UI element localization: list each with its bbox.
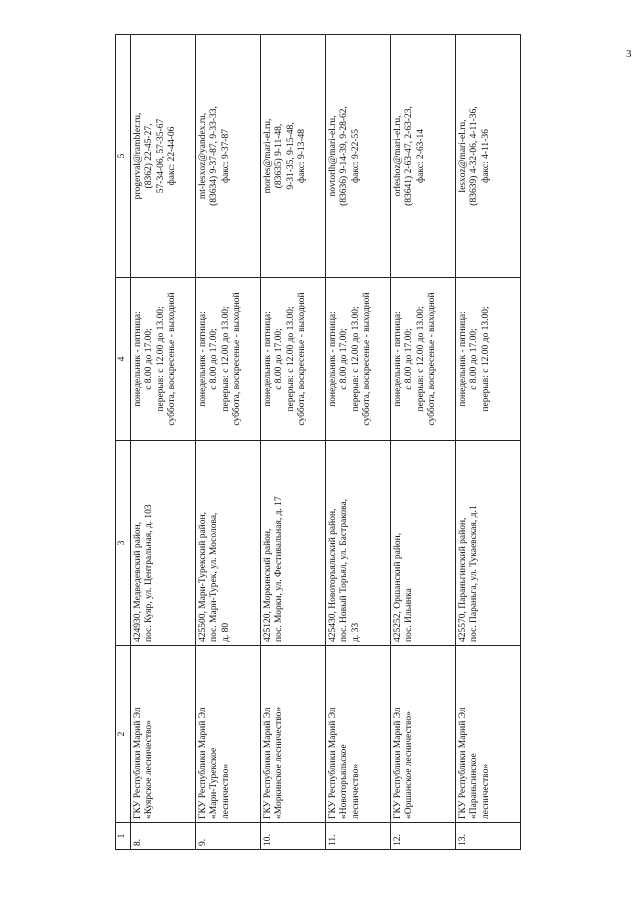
contacts-line: orleshoz@mari-el.ru, — [392, 115, 403, 197]
address-line: пос. Ильинка — [404, 588, 414, 642]
working-hours-line: перерыв: с 12.00 до 13.00; — [155, 306, 166, 412]
table-body — [130, 35, 520, 850]
contacts-line: lesxoz@mari-el.ru, — [457, 119, 468, 193]
contacts-line: факс: 4-11-36 — [480, 129, 491, 183]
organization-name-line: лесничество» — [480, 763, 491, 819]
working-hours-line: суббота, воскресенье - выходной — [297, 292, 307, 426]
organization-name-line: ГКУ Республики Марий Эл — [392, 707, 403, 819]
address-cell — [455, 441, 520, 646]
address-cell — [325, 441, 390, 646]
working-hours-line: с 8.00 до 17.00; — [339, 328, 349, 390]
contacts-cell — [130, 35, 195, 278]
address-cell — [390, 441, 455, 646]
working-hours-line: понедельник - пятница: — [262, 311, 273, 407]
organization-name-line: ГКУ Республики Марий Эл — [197, 707, 208, 819]
working-hours-line: понедельник - пятница: — [327, 311, 338, 407]
address-line: 425500, Мари-Турекский район, — [197, 512, 208, 642]
contacts-cell — [390, 35, 455, 278]
address-cell — [260, 441, 325, 646]
organization-name-line: ГКУ Республики Марий Эл — [262, 707, 273, 819]
contacts-line: mt-lesxoz@yandex.ru, — [197, 112, 208, 200]
working-hours-line: с 8.00 до 17.00; — [144, 328, 154, 390]
row-number-cell: 10. — [260, 823, 325, 850]
address-line: 424930, Медведевский район, — [132, 521, 143, 642]
table-row — [130, 35, 195, 850]
column-header-5: 5 — [116, 35, 131, 278]
contacts-line: morles@mari-el.ru, — [262, 118, 273, 194]
working-hours-cell — [260, 278, 325, 441]
column-header-3: 3 — [116, 441, 131, 646]
working-hours-line: понедельник - пятница: — [392, 311, 403, 407]
contacts-line: факс: 22-44-06 — [167, 126, 177, 186]
organization-name-cell — [130, 646, 195, 823]
contacts-cell — [455, 35, 520, 278]
organization-name-cell — [325, 646, 390, 823]
contacts-line: факс: 2-63-14 — [415, 128, 426, 184]
table-row — [455, 35, 520, 850]
organization-name-line: ГКУ Республики Марий Эл — [457, 707, 468, 819]
contacts-line: (83641) 2-63-47, 2-63-23, — [404, 106, 414, 206]
organization-name-line: лесничество» — [350, 763, 361, 819]
column-header-4: 4 — [116, 278, 131, 441]
table-row — [390, 35, 455, 850]
organization-name-line: лесничество» — [220, 763, 231, 819]
column-number-row — [116, 35, 131, 850]
page-number: 3 — [626, 48, 632, 60]
contacts-line: (83634) 9-37-87, 9-33-33, — [209, 106, 219, 206]
contacts-line: факс: 9-13-48 — [297, 128, 307, 184]
working-hours-line: суббота, воскресенье - выходной — [427, 292, 437, 426]
contacts-line: факс: 9-22-55 — [350, 128, 361, 184]
working-hours-line: перерыв: с 12.00 до 13.00; — [220, 306, 231, 412]
address-line: пос. Новый Торъял, ул. Бастракова, — [339, 498, 349, 642]
working-hours-line: суббота, воскресенье - выходной — [362, 292, 372, 426]
contacts-line: (8362) 22-45-27, — [144, 123, 154, 189]
organization-name-line: ГКУ Республики Марий Эл — [327, 707, 338, 819]
working-hours-cell — [130, 278, 195, 441]
working-hours-cell — [455, 278, 520, 441]
contacts-cell — [325, 35, 390, 278]
address-line: 425430, Новоторъяльский район, — [327, 508, 338, 642]
working-hours-line: с 8.00 до 17.00; — [469, 328, 479, 390]
address-line: д. 80 — [220, 622, 231, 642]
working-hours-line: понедельник - пятница: — [132, 311, 143, 407]
address-line: 425252, Оршанский район, — [392, 532, 403, 642]
address-cell — [130, 441, 195, 646]
organization-name-line: «Оршанское лесничество» — [404, 711, 414, 819]
contacts-line: novtorlh@mari-el.ru, — [327, 115, 338, 197]
contacts-line: факс: 9-37-87 — [220, 128, 231, 184]
address-line: пос. Параньга, ул. Тукаевская, д.1 — [469, 505, 479, 642]
contacts-cell — [195, 35, 260, 278]
row-number-cell: 12. — [390, 823, 455, 850]
address-line: пос. Мари-Турек, ул. Мосолова, — [209, 512, 219, 642]
organization-name-line: «Моркинское лесничество» — [274, 706, 284, 819]
table-row — [260, 35, 325, 850]
working-hours-line: понедельник - пятница: — [457, 311, 468, 407]
contacts-line: (83635) 9-11-48, — [274, 123, 284, 189]
document-table-area — [115, 60, 545, 850]
organization-name-cell — [260, 646, 325, 823]
address-line: 425570, Параньгинский район, — [457, 517, 468, 642]
column-header-1: 1 — [116, 823, 131, 850]
row-number-cell: 13. — [455, 823, 520, 850]
row-number-cell: 9. — [195, 823, 260, 850]
working-hours-line: с 8.00 до 17.00; — [404, 328, 414, 390]
working-hours-line: суббота, воскресенье - выходной — [167, 292, 177, 426]
organization-name-line: ГКУ Республики Марий Эл — [132, 707, 143, 819]
working-hours-line: перерыв: с 12.00 до 13.00; — [480, 306, 491, 412]
contacts-line: (83639) 4-32-06, 4-11-36, — [469, 106, 479, 206]
organization-name-cell — [390, 646, 455, 823]
table-row — [195, 35, 260, 850]
contacts-cell — [260, 35, 325, 278]
organization-name-line: «Параньгинское — [469, 753, 479, 819]
organization-name-line: «Куярское лесничество» — [144, 720, 154, 819]
address-line: пос. Морки, ул. Фестивальная, д. 17 — [274, 496, 284, 642]
working-hours-cell — [195, 278, 260, 441]
working-hours-line: перерыв: с 12.00 до 13.00; — [350, 306, 361, 412]
address-cell — [195, 441, 260, 646]
row-number-cell: 11. — [325, 823, 390, 850]
working-hours-line: с 8.00 до 17.00; — [209, 328, 219, 390]
working-hours-line: с 8.00 до 17.00; — [274, 328, 284, 390]
address-line: д. 33 — [350, 622, 361, 642]
table-row — [325, 35, 390, 850]
rotated-table-container — [115, 60, 545, 850]
forestry-offices-table — [115, 34, 521, 850]
working-hours-line: понедельник - пятница: — [197, 311, 208, 407]
address-line: 425120, Моркинский район, — [262, 528, 273, 642]
working-hours-cell — [325, 278, 390, 441]
contacts-line: progerval@rambler.ru, — [132, 112, 143, 200]
address-line: пос. Куяр, ул. Центральная, д. 103 — [144, 504, 154, 642]
contacts-line: (83636) 9-14-39, 9-28-62, — [339, 106, 349, 206]
organization-name-cell — [195, 646, 260, 823]
organization-name-line: «Новоторъяльское — [339, 744, 349, 819]
contacts-line: 57-34-06, 57-35-67 — [155, 118, 166, 194]
contacts-line: 9-31-35, 9-15-48, — [285, 122, 296, 190]
working-hours-line: перерыв: с 12.00 до 13.00; — [285, 306, 296, 412]
column-header-2: 2 — [116, 646, 131, 823]
working-hours-cell — [390, 278, 455, 441]
row-number-cell: 8. — [130, 823, 195, 850]
working-hours-line: суббота, воскресенье - выходной — [232, 292, 242, 426]
working-hours-line: перерыв: с 12.00 до 13.00; — [415, 306, 426, 412]
organization-name-line: «Мари-Турекское — [209, 747, 219, 819]
organization-name-cell — [455, 646, 520, 823]
